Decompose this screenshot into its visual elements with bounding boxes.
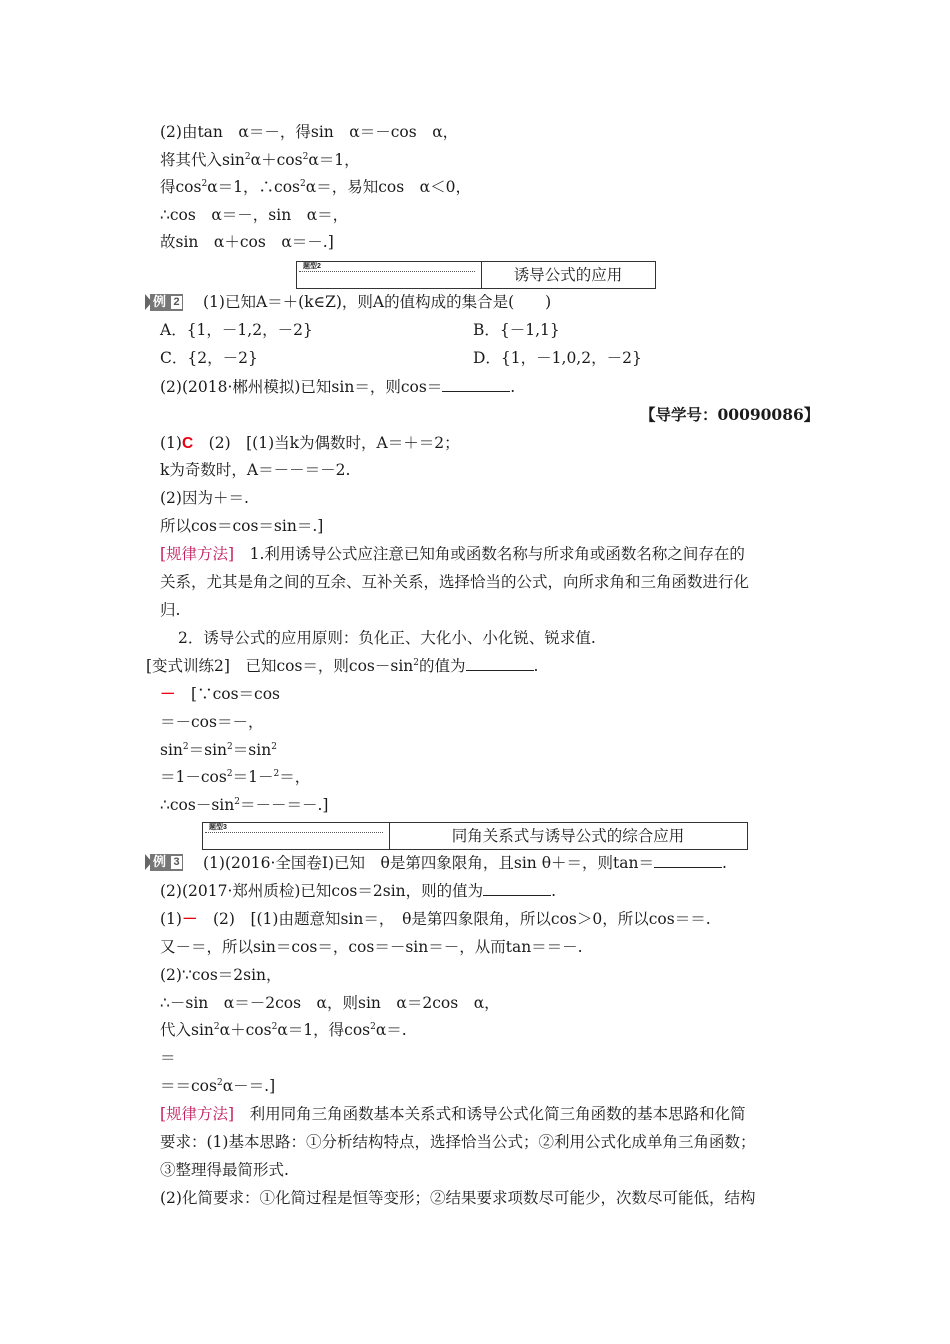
text-line: 故sin α＋cos α＝－.] <box>160 233 334 251</box>
answer-line: k为奇数时，A＝－－＝－2. <box>160 461 351 479</box>
question-text: (1)已知A＝＋(k∈Z)，则A的值构成的集合是( ) <box>203 293 552 311</box>
variant-question: [变式训练2] 已知cos＝，则$\cos-\sin^2$的值为 . <box>146 657 539 675</box>
method-line: 关系，尤其是角之间的互余、互补关系，选择恰当的公式，向所求角和三角函数进行化 <box>160 573 750 591</box>
answer-mark: － <box>160 686 176 703</box>
section-title: 诱导公式的应用 <box>513 266 623 284</box>
example-badge: 例 3 <box>145 854 183 871</box>
answer-line: (2)因为＋＝. <box>160 489 249 507</box>
answer-mark: － <box>181 911 198 928</box>
answer-line: ∴－sin α＝－2cos α，则sin α＝2cos α， <box>160 994 500 1012</box>
option-b: B．{－1,1} <box>473 321 560 339</box>
method-line: [规律方法] 利用同角三角函数基本关系式和诱导公式化简三角函数的基本思路和化简 <box>160 1105 746 1123</box>
option-a: A．{1，－1,2，－2} <box>160 321 313 339</box>
guide-number: 【导学号：00090086】 <box>640 405 820 424</box>
section-title: 同角关系式与诱导公式的综合应用 <box>451 827 685 845</box>
section-tag: 题型2 <box>297 262 482 288</box>
answer-line: $\sin^2=\sin^2=\sin^2$ <box>160 741 277 759</box>
answer-line: $==\cos^2\alpha-=$.] <box>160 1077 276 1095</box>
answer-line: 代入$\sin^2\alpha+\cos^2\alpha=1$，得$\cos^2\alpha=$. <box>160 1021 407 1039</box>
section-header <box>202 822 748 850</box>
answer-line: $\therefore\cos-\sin^2=--=-$.] <box>160 796 329 814</box>
method-tag: [规律方法] <box>160 545 235 563</box>
answer-line: － [∵cos＝cos <box>160 685 280 703</box>
section-tag: 题型3 <box>203 823 390 849</box>
method-line: (2)化简要求：①化简过程是恒等变形；②结果要求项数尽可能少，次数尽可能低，结构 <box>160 1189 756 1207</box>
answer-line: (1)－ (2) [(1)由题意知sin＝， θ是第四象限角，所以cos＞0，所以cos＝＝. <box>160 910 711 928</box>
text-line: ∴cos α＝－，sin α＝， <box>160 206 349 224</box>
method-tag: [规律方法] <box>160 1105 235 1123</box>
method-line: 归. <box>160 601 181 619</box>
question-text: (2)(2018·郴州模拟)已知sin＝，则cos＝ . <box>160 378 516 396</box>
text-line: (2)由tan α＝－，得sin α＝－cos α， <box>160 123 459 141</box>
question-text: (2)(2017·郑州质检)已知cos＝2sin，则的值为 . <box>160 882 557 900</box>
answer-choice: C <box>181 435 194 452</box>
text-line: 得$\cos^2\alpha=1$，$\therefore\cos^2\alpha=$，易知cos α＜0， <box>160 178 471 196</box>
answer-line: (2)∵cos＝2sin， <box>160 966 282 984</box>
method-line: 要求：(1)基本思路：①分析结构特点，选择恰当公式；②利用公式化成单角三角函数； <box>160 1133 756 1151</box>
method-line: ③整理得最简形式. <box>160 1161 289 1179</box>
option-c: C．{2，－2} <box>160 349 258 367</box>
method-line: 2．诱导公式的应用原则：负化正、大化小、小化锐、锐求值. <box>178 629 596 647</box>
option-d: D．{1，－1,0,2，－2} <box>473 349 642 367</box>
answer-line: 所以cos＝cos＝sin＝.] <box>160 517 324 535</box>
answer-line: $=1-\cos^2=1-^2=$， <box>160 768 311 786</box>
question-text: (1)(2016·全国卷Ⅰ)已知 θ是第四象限角，且sin θ＋＝，则tan＝ . <box>203 854 727 872</box>
answer-line: 又－＝，所以sin＝cos＝，cos＝－sin＝－，从而tan＝＝－. <box>160 938 583 956</box>
answer-line: ＝ <box>160 1049 176 1067</box>
method-line: [规律方法] 1.利用诱导公式应注意已知角或函数名称与所求角或函数名称之间存在的 <box>160 545 745 563</box>
answer-line: (1)C (2) [(1)当k为偶数时，A＝＋＝2； <box>160 434 460 452</box>
answer-line: ＝－cos＝－， <box>160 713 264 731</box>
example-badge: 例 2 <box>145 294 183 311</box>
text-line: 将其代入$\sin^2\alpha+\cos^2\alpha=1$， <box>160 151 360 169</box>
section-header <box>296 261 656 289</box>
